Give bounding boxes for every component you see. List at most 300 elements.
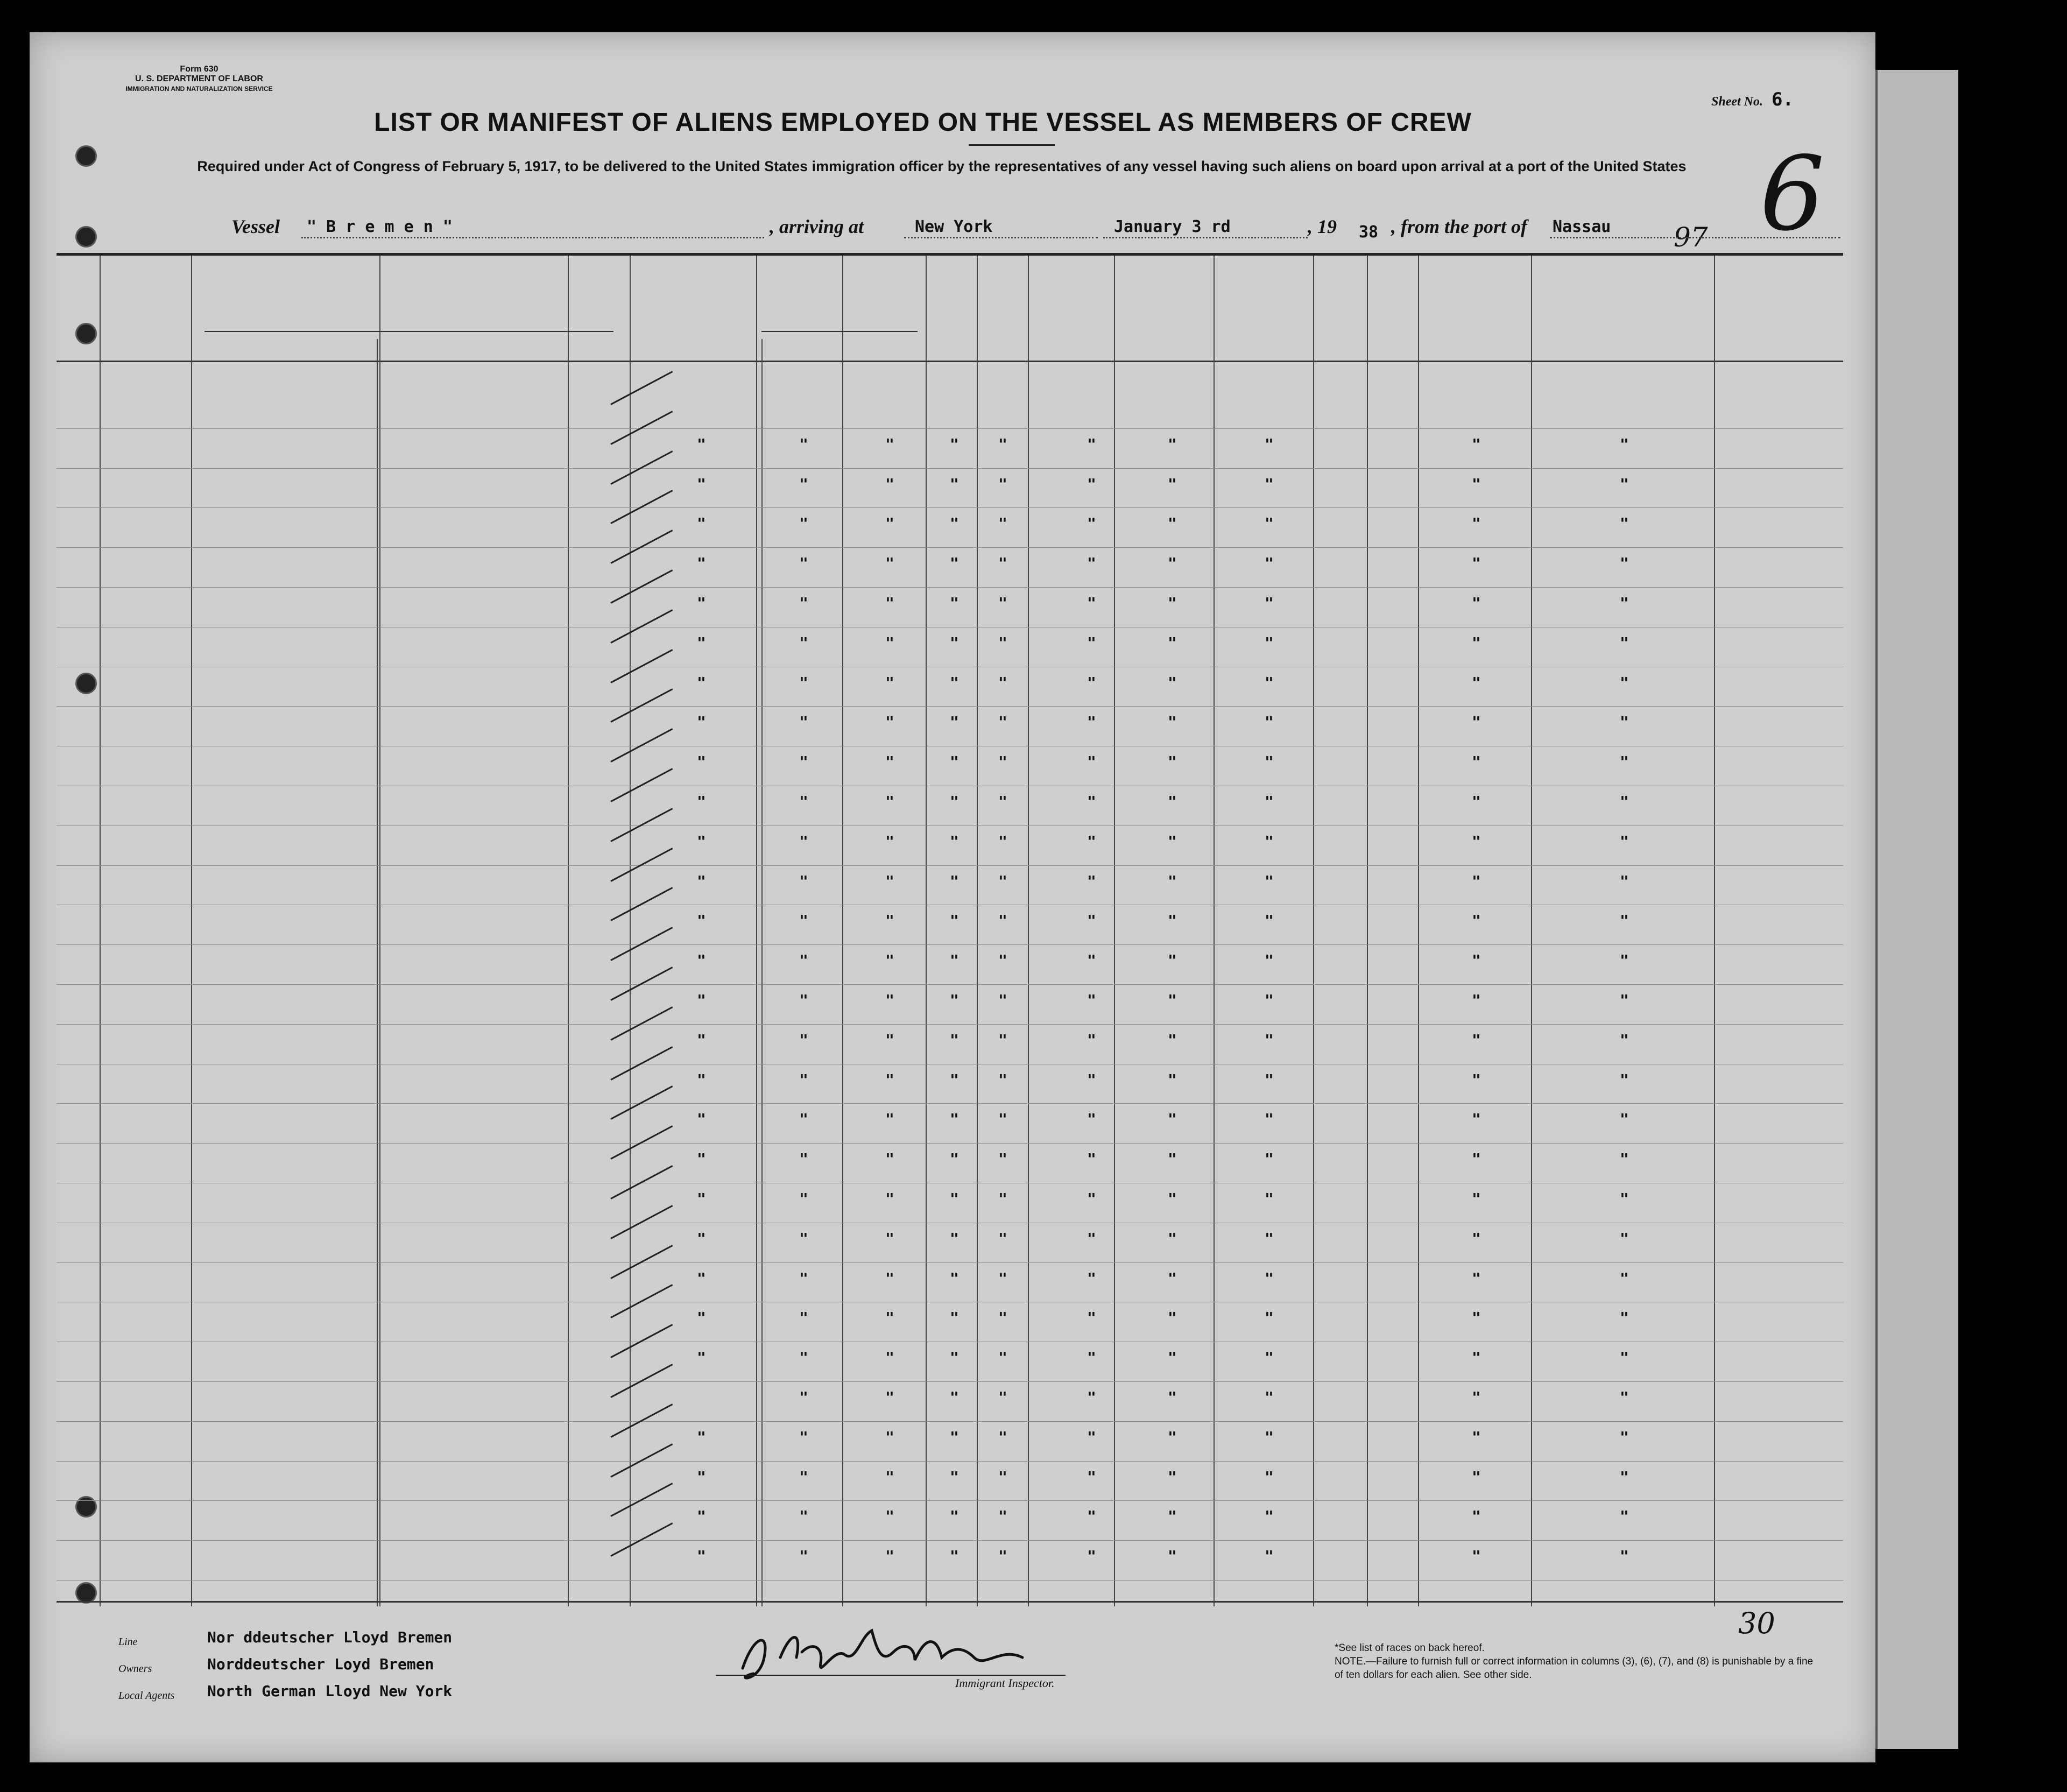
- shipped-when-ditto: ": [799, 951, 808, 970]
- position-ditto: ": [697, 1349, 706, 1367]
- sex: ": [1087, 514, 1096, 533]
- shipped-where-ditto: ": [885, 793, 894, 810]
- local-agents-value: North German Lloyd New York: [207, 1682, 453, 1700]
- footnote: [1335, 1641, 1819, 1682]
- column-divider: [842, 256, 843, 1606]
- check-mark: [610, 966, 673, 1001]
- shipped-when-ditto: ": [799, 1388, 808, 1406]
- service-name: IMMIGRATION AND NATURALIZATION SERVICE: [125, 85, 273, 93]
- nationality: ": [1265, 514, 1274, 533]
- nationality: ": [1265, 1070, 1274, 1089]
- sex: ": [1087, 1070, 1096, 1089]
- row-rule: [57, 1024, 1843, 1025]
- nationality: ": [1265, 793, 1274, 810]
- position-ditto: ": [697, 475, 706, 493]
- discharged: ": [950, 475, 959, 493]
- nationality: ": [1265, 1428, 1274, 1446]
- position-ditto: ": [697, 673, 706, 692]
- position-ditto: ": [697, 793, 706, 810]
- nationality: ": [1265, 753, 1274, 771]
- physical-marks: ": [1472, 1229, 1481, 1247]
- check-mark: [610, 1483, 673, 1518]
- shipped-where-ditto: ": [885, 1428, 894, 1446]
- shipped-where-ditto: ": [885, 753, 894, 771]
- discharged: ": [950, 633, 959, 652]
- shipped-where-ditto: ": [885, 1349, 894, 1367]
- column-divider: [1313, 256, 1314, 1606]
- form-header: [86, 65, 312, 94]
- race: ": [1168, 1388, 1177, 1406]
- nationality: ": [1265, 1269, 1274, 1287]
- row-rule: [57, 587, 1843, 588]
- nationality: ": [1265, 633, 1274, 652]
- sex: ": [1087, 832, 1096, 850]
- check-mark: [610, 689, 673, 723]
- physical-marks: ": [1472, 1070, 1481, 1089]
- physical-marks: ": [1472, 1269, 1481, 1287]
- nationality: ": [1265, 1229, 1274, 1247]
- remarks: ": [1620, 991, 1629, 1009]
- check-mark: [610, 411, 673, 445]
- race: ": [1168, 793, 1177, 810]
- date-dotted-line: [1103, 237, 1308, 238]
- row-rule: [57, 944, 1843, 945]
- vessel-name: " B r e m e n ": [307, 217, 453, 236]
- column-divider: [1367, 256, 1368, 1606]
- able-to-read: ": [998, 1309, 1007, 1327]
- nationality: ": [1265, 872, 1274, 890]
- table-bottom-rule: [57, 1601, 1843, 1603]
- physical-marks: ": [1472, 1150, 1481, 1168]
- physical-marks: ": [1472, 633, 1481, 652]
- check-mark: [610, 728, 673, 763]
- remarks: ": [1620, 753, 1629, 771]
- binding-hole: [75, 145, 97, 167]
- check-mark: [610, 450, 673, 485]
- able-to-read: ": [998, 633, 1007, 652]
- nationality: ": [1265, 1031, 1274, 1049]
- vessel-dotted-line: [301, 237, 764, 238]
- discharged: ": [950, 1110, 959, 1128]
- race: ": [1168, 1031, 1177, 1049]
- from-port-dotted-line: [1550, 237, 1840, 238]
- able-to-read: ": [998, 912, 1007, 930]
- check-mark: [610, 609, 673, 644]
- discharged: ": [950, 1507, 959, 1526]
- row-rule: [57, 865, 1843, 866]
- physical-marks: ": [1472, 554, 1481, 573]
- column-divider: [379, 256, 380, 1606]
- race: ": [1168, 475, 1177, 493]
- row-rule: [57, 1421, 1843, 1422]
- shipped-where-ditto: ": [885, 475, 894, 493]
- physical-marks: ": [1472, 753, 1481, 771]
- sex: ": [1087, 435, 1096, 453]
- row-rule: [57, 984, 1843, 985]
- able-to-read: ": [998, 673, 1007, 692]
- sex: ": [1087, 1388, 1096, 1406]
- shipped-where-ditto: ": [885, 1190, 894, 1208]
- remarks: ": [1620, 514, 1629, 533]
- row-rule: [57, 468, 1843, 469]
- physical-marks: ": [1472, 435, 1481, 453]
- physical-marks: ": [1472, 832, 1481, 850]
- check-mark: [610, 1364, 673, 1398]
- physical-marks: ": [1472, 1309, 1481, 1327]
- sex: ": [1087, 1229, 1096, 1247]
- race: ": [1168, 1229, 1177, 1247]
- race: ": [1168, 514, 1177, 533]
- shipped-when-ditto: ": [799, 1031, 808, 1049]
- physical-marks: ": [1472, 1110, 1481, 1128]
- nationality: ": [1265, 673, 1274, 692]
- check-mark: [610, 1046, 673, 1081]
- sex: ": [1087, 793, 1096, 810]
- remarks: ": [1620, 1150, 1629, 1168]
- race: ": [1168, 1269, 1177, 1287]
- race: ": [1168, 872, 1177, 890]
- remarks: ": [1620, 633, 1629, 652]
- sheet-number: [1711, 89, 1794, 110]
- page-total: 30: [1738, 1606, 1775, 1640]
- remarks: ": [1620, 1309, 1629, 1327]
- race: ": [1168, 991, 1177, 1009]
- position-ditto: ": [697, 1547, 706, 1565]
- race: ": [1168, 753, 1177, 771]
- line-value: Nor ddeutscher Lloyd Bremen: [207, 1628, 453, 1646]
- shipped-where-ditto: ": [885, 1031, 894, 1049]
- nationality: ": [1265, 713, 1274, 731]
- race: ": [1168, 594, 1177, 612]
- physical-marks: ": [1472, 912, 1481, 930]
- position-ditto: ": [697, 1110, 706, 1128]
- shipped-when-ditto: ": [799, 594, 808, 612]
- able-to-read: ": [998, 1150, 1007, 1168]
- sex: ": [1087, 1468, 1096, 1486]
- sex: ": [1087, 554, 1096, 573]
- physical-marks: ": [1472, 1507, 1481, 1526]
- shipped-when-ditto: ": [799, 673, 808, 692]
- check-mark: [610, 1165, 673, 1200]
- able-to-read: ": [998, 1388, 1007, 1406]
- check-mark: [610, 649, 673, 683]
- able-to-read: ": [998, 832, 1007, 850]
- sex: ": [1087, 912, 1096, 930]
- physical-marks: ": [1472, 1031, 1481, 1049]
- discharged: ": [950, 991, 959, 1009]
- row-rule: [57, 428, 1843, 429]
- discharged: ": [950, 1349, 959, 1367]
- check-mark: [610, 1443, 673, 1478]
- shipped-when-ditto: ": [799, 633, 808, 652]
- able-to-read: ": [998, 1507, 1007, 1526]
- crew-table: [57, 253, 1843, 1606]
- shipped-where-ditto: ": [885, 1229, 894, 1247]
- discharged: ": [950, 872, 959, 890]
- nationality: ": [1265, 991, 1274, 1009]
- column-divider: [568, 256, 569, 1606]
- race: ": [1168, 633, 1177, 652]
- shipped-when-ditto: ": [799, 1229, 808, 1247]
- shipped-where-ditto: ": [885, 872, 894, 890]
- sex: ": [1087, 753, 1096, 771]
- inspector-label: Immigrant Inspector.: [955, 1676, 1055, 1690]
- physical-marks: ": [1472, 475, 1481, 493]
- position-ditto: ": [697, 872, 706, 890]
- able-to-read: ": [998, 1190, 1007, 1208]
- shipped-where-ditto: ": [885, 673, 894, 692]
- race: ": [1168, 1110, 1177, 1128]
- shipped-when-ditto: ": [799, 713, 808, 731]
- physical-marks: ": [1472, 872, 1481, 890]
- row-rule: [57, 706, 1843, 707]
- remarks: ": [1620, 435, 1629, 453]
- nationality: ": [1265, 1309, 1274, 1327]
- shipped-where-ditto: ": [885, 1110, 894, 1128]
- able-to-read: ": [998, 1428, 1007, 1446]
- check-mark: [610, 808, 673, 842]
- physical-marks: ": [1472, 991, 1481, 1009]
- row-rule: [57, 547, 1843, 548]
- able-to-read: ": [998, 1229, 1007, 1247]
- inspector-signature: [721, 1614, 1055, 1684]
- remarks: ": [1620, 1428, 1629, 1446]
- check-mark: [610, 1403, 673, 1438]
- sex: ": [1087, 594, 1096, 612]
- form-number: Form 630: [180, 65, 218, 74]
- races-note: *See list of races on back hereof.: [1335, 1642, 1485, 1654]
- shipped-when-ditto: ": [799, 1349, 808, 1367]
- position-ditto: ": [697, 832, 706, 850]
- line-label: Line: [118, 1636, 138, 1648]
- able-to-read: ": [998, 475, 1007, 493]
- race: ": [1168, 951, 1177, 970]
- race: ": [1168, 832, 1177, 850]
- check-mark: [610, 887, 673, 922]
- arriving-port: New York: [915, 217, 993, 236]
- check-mark: [610, 1086, 673, 1120]
- discharged: ": [950, 793, 959, 810]
- sex: ": [1087, 951, 1096, 970]
- shipped-where-ditto: ": [885, 713, 894, 731]
- nationality: ": [1265, 554, 1274, 573]
- shipped-where-ditto: ": [885, 554, 894, 573]
- able-to-read: ": [998, 1547, 1007, 1565]
- row-rule: [57, 1461, 1843, 1462]
- sex: ": [1087, 1110, 1096, 1128]
- position-ditto: ": [697, 1507, 706, 1526]
- check-mark: [610, 1522, 673, 1557]
- shipped-where-ditto: ": [885, 633, 894, 652]
- position-ditto: ": [697, 633, 706, 652]
- discharged: ": [950, 1150, 959, 1168]
- remarks: ": [1620, 1031, 1629, 1049]
- check-mark: [610, 1324, 673, 1358]
- sex: ": [1087, 1349, 1096, 1367]
- nationality: ": [1265, 1468, 1274, 1486]
- shipped-when-ditto: ": [799, 991, 808, 1009]
- discharged: ": [950, 435, 959, 453]
- sex: ": [1087, 673, 1096, 692]
- physical-marks: ": [1472, 1468, 1481, 1486]
- shipped-when-ditto: ": [799, 514, 808, 533]
- position-ditto: ": [697, 753, 706, 771]
- row-rule: [57, 1262, 1843, 1263]
- race: ": [1168, 1150, 1177, 1168]
- remarks: ": [1620, 1190, 1629, 1208]
- remarks: ": [1620, 594, 1629, 612]
- discharged: ": [950, 951, 959, 970]
- shipped-where-ditto: ": [885, 1150, 894, 1168]
- race: ": [1168, 435, 1177, 453]
- local-agents-label: Local Agents: [118, 1690, 175, 1702]
- race: ": [1168, 1309, 1177, 1327]
- physical-marks: ": [1472, 1190, 1481, 1208]
- position-ditto: ": [697, 1428, 706, 1446]
- sex: ": [1087, 713, 1096, 731]
- sex: ": [1087, 475, 1096, 493]
- arriving-dotted-line: [904, 237, 1098, 238]
- nationality: ": [1265, 1110, 1274, 1128]
- shipped-when-ditto: ": [799, 475, 808, 493]
- shipped-where-ditto: ": [885, 1507, 894, 1526]
- remarks: ": [1620, 475, 1629, 493]
- discharged: ": [950, 753, 959, 771]
- position-ditto: ": [697, 1190, 706, 1208]
- position-ditto: ": [697, 594, 706, 612]
- shipped-when-ditto: ": [799, 435, 808, 453]
- check-mark: [610, 1125, 673, 1160]
- able-to-read: ": [998, 793, 1007, 810]
- sex: ": [1087, 1269, 1096, 1287]
- remarks: ": [1620, 554, 1629, 573]
- able-to-read: ": [998, 435, 1007, 453]
- check-mark: [610, 530, 673, 564]
- discharged: ": [950, 713, 959, 731]
- check-mark: [610, 927, 673, 961]
- remarks: ": [1620, 1070, 1629, 1089]
- position-ditto: ": [697, 991, 706, 1009]
- discharged: ": [950, 1229, 959, 1247]
- stacked-page-edge: [1875, 70, 1958, 1749]
- physical-marks: ": [1472, 594, 1481, 612]
- remarks: ": [1620, 1468, 1629, 1486]
- row-rule: [57, 1540, 1843, 1541]
- able-to-read: ": [998, 1070, 1007, 1089]
- check-mark: [610, 1205, 673, 1239]
- shipped-where-ditto: ": [885, 1309, 894, 1327]
- shipped-where-ditto: ": [885, 1388, 894, 1406]
- discharged: ": [950, 1547, 959, 1565]
- shipped-when-ditto: ": [799, 1428, 808, 1446]
- remarks: ": [1620, 673, 1629, 692]
- shipped-when-ditto: ": [799, 872, 808, 890]
- shipped-when-ditto: ": [799, 1269, 808, 1287]
- able-to-read: ": [998, 872, 1007, 890]
- sex: ": [1087, 1150, 1096, 1168]
- column-divider: [761, 339, 763, 1606]
- race: ": [1168, 554, 1177, 573]
- nationality: ": [1265, 912, 1274, 930]
- nationality: ": [1265, 1190, 1274, 1208]
- race: ": [1168, 1349, 1177, 1367]
- column-divider: [756, 256, 757, 1606]
- position-ditto: ": [697, 912, 706, 930]
- position-ditto: ": [697, 435, 706, 453]
- race: ": [1168, 1547, 1177, 1565]
- column-divider: [1214, 256, 1215, 1606]
- name-subheader-rule: [204, 331, 613, 332]
- remarks: ": [1620, 912, 1629, 930]
- check-mark: [610, 1006, 673, 1041]
- shipped-where-ditto: ": [885, 514, 894, 533]
- row-rule: [57, 1103, 1843, 1104]
- sex: ": [1087, 633, 1096, 652]
- remarks: ": [1620, 1349, 1629, 1367]
- page-title: LIST OR MANIFEST OF ALIENS EMPLOYED ON THE VESSEL AS MEMBERS OF CREW: [374, 108, 1472, 137]
- discharged: ": [950, 1190, 959, 1208]
- vessel-label: Vessel: [231, 216, 280, 237]
- position-ditto: ": [697, 514, 706, 533]
- discharged: ": [950, 1269, 959, 1287]
- shipped-when-ditto: ": [799, 1150, 808, 1168]
- shipped-where-ditto: ": [885, 1269, 894, 1287]
- remarks: ": [1620, 832, 1629, 850]
- position-ditto: ": [697, 1031, 706, 1049]
- remarks: ": [1620, 1229, 1629, 1247]
- remarks: ": [1620, 872, 1629, 890]
- shipped-when-ditto: ": [799, 753, 808, 771]
- race: ": [1168, 1070, 1177, 1089]
- shipped-where-ditto: ": [885, 1070, 894, 1089]
- nationality: ": [1265, 1507, 1274, 1526]
- row-rule: [57, 1580, 1843, 1581]
- sex: ": [1087, 872, 1096, 890]
- nationality: ": [1265, 475, 1274, 493]
- binding-hole: [75, 226, 97, 248]
- able-to-read: ": [998, 1031, 1007, 1049]
- remarks: ": [1620, 1110, 1629, 1128]
- remarks: ": [1620, 951, 1629, 970]
- check-mark: [610, 768, 673, 802]
- arrival-date: January 3 rd: [1114, 217, 1231, 236]
- remarks: ": [1620, 793, 1629, 810]
- position-ditto: ": [697, 1269, 706, 1287]
- discharged: ": [950, 554, 959, 573]
- discharged: ": [950, 673, 959, 692]
- position-ditto: ": [697, 713, 706, 731]
- nationality: ": [1265, 951, 1274, 970]
- column-divider: [1418, 256, 1419, 1606]
- nationality: ": [1265, 1349, 1274, 1367]
- physical-marks: ": [1472, 713, 1481, 731]
- check-mark: [610, 569, 673, 604]
- shipped-when-ditto: ": [799, 1309, 808, 1327]
- column-divider: [926, 256, 927, 1606]
- year-suffix: 38: [1359, 223, 1379, 242]
- position-ditto: ": [697, 1309, 706, 1327]
- able-to-read: ": [998, 1468, 1007, 1486]
- shipped-when-ditto: ": [799, 1190, 808, 1208]
- race: ": [1168, 1428, 1177, 1446]
- able-to-read: ": [998, 753, 1007, 771]
- discharged: ": [950, 594, 959, 612]
- nationality: ": [1265, 1150, 1274, 1168]
- physical-marks: ": [1472, 673, 1481, 692]
- remarks: ": [1620, 1269, 1629, 1287]
- title-rule: [969, 144, 1055, 146]
- from-port: Nassau: [1553, 217, 1611, 236]
